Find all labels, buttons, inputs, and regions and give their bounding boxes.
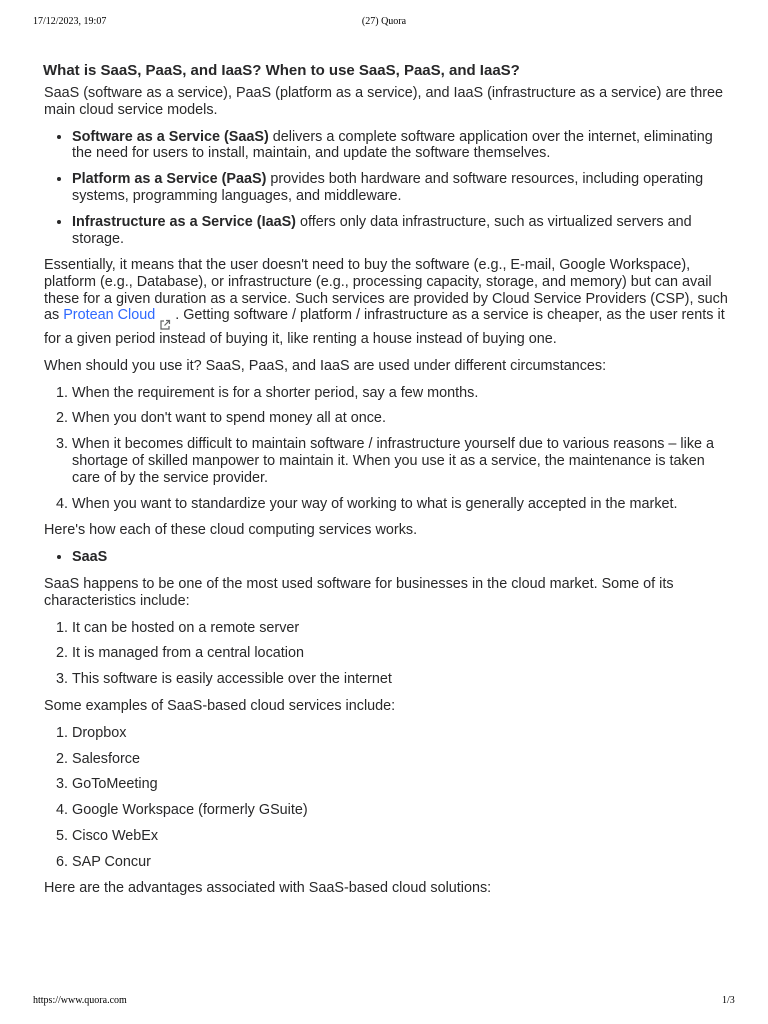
- list-item: [72, 549, 734, 566]
- external-link-icon[interactable]: [159, 319, 171, 331]
- model-term: Software as a Service (SaaS): [72, 128, 269, 145]
- print-page-number: 1/3: [722, 995, 735, 1006]
- when-intro: When should you use it? SaaS, PaaS, and IaaS are used under different circumstances:: [44, 357, 607, 374]
- list-item: 1. Dropbox: [72, 725, 734, 742]
- list-item: 1. It can be hosted on a remote server: [72, 620, 734, 637]
- essentially-paragraph: [44, 257, 734, 347]
- examples-list: [44, 725, 734, 871]
- list-item: 2. Salesforce: [72, 751, 734, 768]
- list-item: 4. When you want to standardize your way of working to what is generally accepted in the market.: [72, 496, 734, 513]
- list-item: 3. This software is easily accessible over the internet: [72, 671, 734, 688]
- article-heading: What is SaaS, PaaS, and IaaS? When to use SaaS, PaaS, and IaaS?: [43, 62, 520, 79]
- list-item: [72, 214, 734, 248]
- list-item: 6. SAP Concur: [72, 854, 734, 871]
- list-item: 1. When the requirement is for a shorter period, say a few months.: [72, 385, 734, 402]
- list-item: 3. When it becomes difficult to maintain software / infrastructure yourself due to various reasons – like a shortage of skilled manpower to maintain it. When you use it as a service, the maintenance is taken care of by the service provider.: [72, 436, 734, 486]
- list-item: 3. GoToMeeting: [72, 776, 734, 793]
- list-item: [72, 171, 734, 205]
- models-list: [44, 129, 734, 248]
- intro-paragraph: SaaS (software as a service), PaaS (platform as a service), and IaaS (infrastructure as a service) are three main cloud service models.: [44, 85, 724, 118]
- article-body: [44, 61, 734, 907]
- protean-cloud-link[interactable]: Protean Cloud: [63, 307, 156, 324]
- list-item: 2. It is managed from a central location: [72, 645, 734, 662]
- essentially-text-after: . Getting software / platform / infrastructure as a service is cheaper, as the user rents it for a given period instead of buying it, like renting a house instead of buying one.: [44, 307, 725, 348]
- examples-intro: Some examples of SaaS-based cloud services include:: [44, 697, 396, 714]
- list-item: 2. When you don't want to spend money all at once.: [72, 410, 734, 427]
- model-term: Platform as a Service (PaaS): [72, 171, 267, 188]
- model-desc: delivers a complete software application over the internet, eliminating the need for users to install, maintain, and update the software themselves.: [72, 128, 713, 162]
- list-item: [72, 129, 734, 163]
- model-desc: provides both hardware and software resources, including operating systems, programming languages, and middleware.: [72, 171, 704, 204]
- list-item: 5. Cisco WebEx: [72, 828, 734, 845]
- print-page-title: (27) Quora: [361, 16, 407, 27]
- when-list: [44, 385, 734, 513]
- advantages-intro: Here are the advantages associated with SaaS-based cloud solutions:: [44, 880, 492, 897]
- essentially-text-before: Essentially, it means that the user doesn't need to buy the software (e.g., E-mail, Google Workspace), platform (e.g., Database), or infrastructure (e.g., processing capacity, storage, and memory) but can avail these for a given duration as a service. Such services are provided by Cloud Service Providers (CSP), such as: [44, 257, 728, 324]
- saas-intro: SaaS happens to be one of the most used software for businesses in the cloud market. Some of its characteristics include:: [44, 575, 674, 609]
- saas-characteristics-list: [44, 620, 734, 688]
- list-item: 4. Google Workspace (formerly GSuite): [72, 802, 734, 819]
- model-term: Infrastructure as a Service (IaaS): [72, 213, 296, 230]
- model-desc: offers only data infrastructure, such as virtualized servers and storage.: [72, 213, 692, 247]
- print-datetime: 17/12/2023, 19:07: [33, 16, 107, 27]
- works-intro: Here's how each of these cloud computing services works.: [44, 522, 418, 539]
- print-url: https://www.quora.com: [33, 995, 127, 1006]
- saas-heading-list: [44, 549, 734, 566]
- saas-label: SaaS: [72, 549, 108, 566]
